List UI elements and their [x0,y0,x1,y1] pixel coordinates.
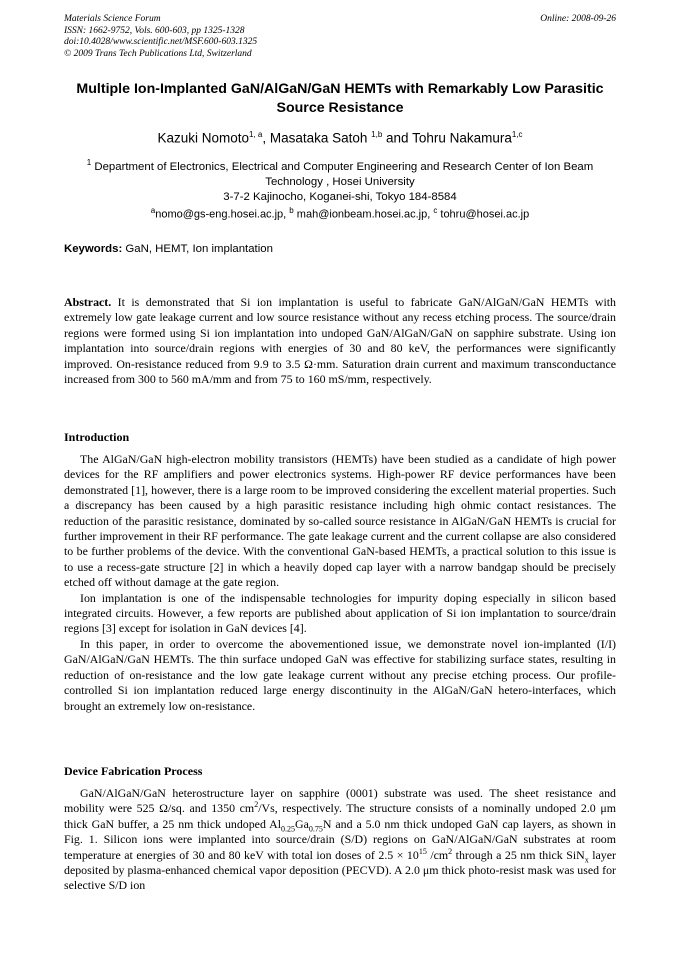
paper-title: Multiple Ion-Implanted GaN/AlGaN/GaN HEMTs with Remarkably Low Parasitic Source Resistance [76,81,604,116]
paragraph: The AlGaN/GaN high-electron mobility transistors (HEMTs) have been studied as a candidate of high power devices for the RF amplifiers and power electronics systems. High-power RF device performances have been demonstrated [1], however, there is a large room to be improved considering the excellent material properties. Such a discrepancy has been caused by a high parasitic resistance including high ohmic contact resistances. The reduction of the parasitic resistance, dominated by so-called source resistance in AlGaN/GaN HEMTs is crucial for further improvement in their RF performance. The gate leakage current and the current collapse are also considered to be further problems of the device. With the conventional GaN-based HEMTs, a practical solution to this issue is to use a recess-gate structure [2] in which a heavily doped cap layer with a narrow bandgap should be precisely etched off without damage at the gate region. [64,452,616,590]
author-name: and Tohru Nakamura [382,130,512,146]
device-fabrication-section [64,786,616,894]
author-superscript: 1, a [249,130,263,139]
online-date: Online: 2008-09-26 [540,14,616,24]
introduction-section [64,452,616,714]
affiliation-number: 1 [86,158,92,167]
email-superscript: b [289,206,294,215]
abstract-label: Abstract. [64,295,112,309]
subscript: x [584,855,589,864]
issn-line: ISSN: 1662-9752, Vols. 600-603, pp 1325-1328 [64,25,245,36]
copyright-line: © 2009 Trans Tech Publications Ltd, Switzerland [64,48,252,59]
superscript: 15 [418,846,427,856]
email-superscript: a [150,206,156,215]
text-run: /Vs, respectively. The structure consists of a nominally undoped 2.0 μm thick GaN buffer, a 25 nm thick undoped Al [64,801,616,831]
abstract-text: It is demonstrated that Si ion implantation is useful to fabricate GaN/AlGaN/GaN HEMTs with extremely low gate leakage current and low source resistance without any recess etching process. The source/drain regions were formed using Si ion implantation into undoped GaN/AlGaN/GaN on sapphire substrate. Using ion implantation into source/drain regions with energies of 30 and 80 keV, the performances were significantly improved. On-resistance reduced from 9.9 to 3.5 Ω·mm. Saturation drain current and maximum transconductance increased from 300 to 560 mA/mm and from 75 to 160 mS/mm, respectively. [64,295,616,387]
author-name: , Masataka Satoh [262,130,372,146]
subscript: 0.75 [308,824,323,834]
affiliation-address: 3-7-2 Kajinocho, Koganei-shi, Tokyo 184-8584 [223,190,457,203]
text-run: layer deposited by plasma-enhanced chemical vapor deposition (PECVD). A 2.0 μm thick photo-resist mask was used for selective S/D ion [64,847,616,893]
email-link[interactable]: nomo@gs-eng.hosei.ac.jp, [155,208,290,221]
text-run: /cm [426,847,449,862]
subscript: 0.25 [281,824,296,834]
text-run: N and a 5.0 nm thick undoped GaN cap layers, as shown in Fig. 1. Silicon ions were implanted into source/drain (S/D) regions on GaN/AlGaN/GaN substrates at room temperature at energies of 30 and 80 keV with total ion doses of 2.5 × 10 [64,816,616,862]
device-fabrication-heading: Device Fabrication Process [64,764,203,778]
text-run: through a 25 nm thick SiN [452,847,585,862]
author-superscript: 1,b [371,130,383,139]
text-run: Ga [295,816,309,831]
author-name: Kazuki Nomoto [157,130,249,146]
keywords-label: Keywords: [64,243,123,255]
doi-line: doi:10.4028/www.scientific.net/MSF.600-603.1325 [64,37,258,47]
affiliation [64,155,616,205]
keywords [64,243,616,255]
superscript: 2 [448,846,453,856]
email-link[interactable]: tohru@hosei.ac.jp [437,208,530,221]
email-superscript: c [433,206,438,215]
introduction-heading: Introduction [64,430,130,444]
author-list [64,130,616,146]
journal-header [64,14,616,60]
email-link[interactable]: mah@ionbeam.hosei.ac.jp, [293,208,434,221]
superscript: 2 [254,800,259,810]
email-list [64,206,616,221]
paragraph [64,786,616,894]
journal-name: Materials Science Forum [64,14,161,24]
paragraph: Ion implantation is one of the indispensable technologies for impurity doping especially in silicon based integrated circuits. However, a few reports are published about application of Si ion implantation to source/drain regions [3] except for isolation in GaN devices [4]. [64,590,616,636]
author-superscript: 1,c [511,130,523,139]
paragraph: In this paper, in order to overcome the abovementioned issue, we demonstrate novel ion-implanted (I/I) GaN/AlGaN/GaN HEMTs. The thin surface undoped GaN was effective for stabilizing surface states, resulting in reduction of on-resistance and the low gate leakage current without any precise etching process. Our profile-controlled Si ion implantation reduced large energy discontinuity in the AlGaN/GaN hetero-interfaces, which brought an extremely low on-resistance. [64,636,616,713]
keywords-text: GaN, HEMT, Ion implantation [122,243,273,255]
text-run: GaN/AlGaN/GaN heterostructure layer on sapphire (0001) substrate was used. The sheet resistance and mobility were 525 Ω/sq. and 1350 cm [64,786,616,816]
abstract [64,295,616,387]
affiliation-line: Department of Electronics, Electrical and Computer Engineering and Research Center of Ion Beam Technology , Hosei University [94,160,594,188]
